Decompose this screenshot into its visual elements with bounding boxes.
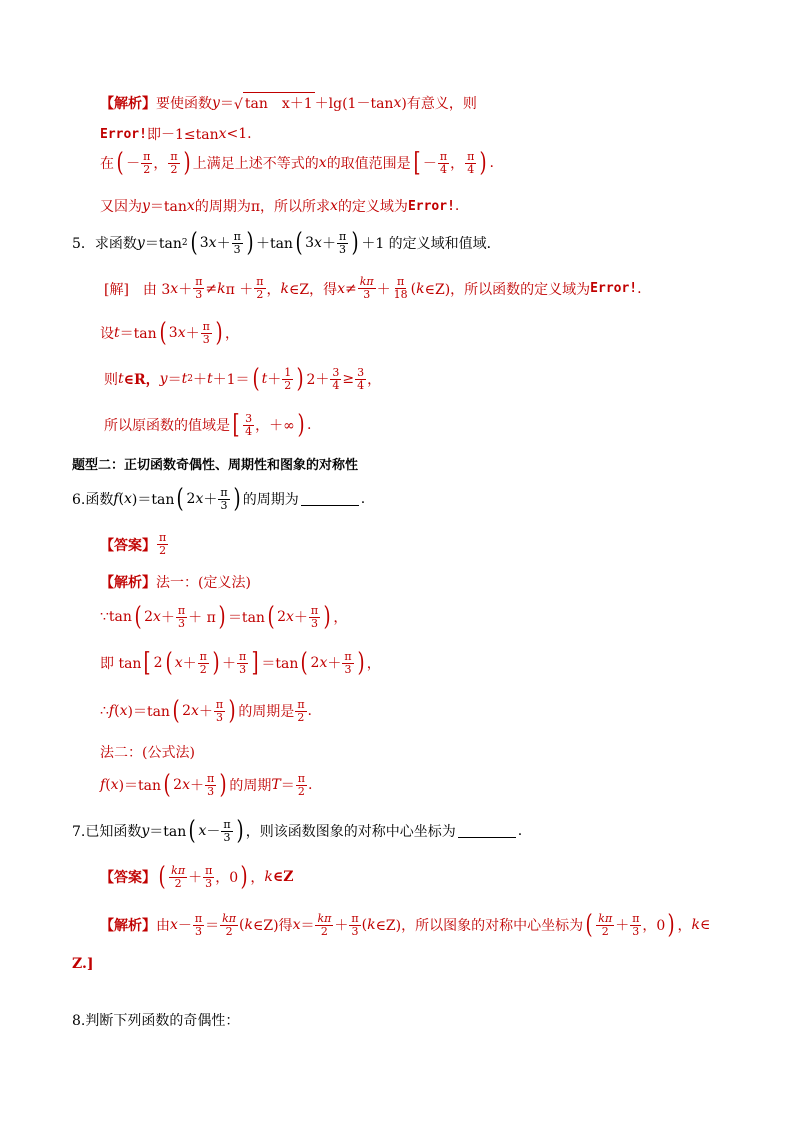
paren: ( [134, 602, 142, 632]
text: － [126, 156, 141, 172]
paren: ) [183, 148, 191, 178]
var-k: k [264, 869, 273, 885]
text: 即－1≤tan [146, 127, 219, 143]
answer-6 [100, 532, 169, 557]
var-t: t [181, 371, 188, 387]
var-f: f [108, 703, 115, 719]
var-y: y [136, 235, 145, 251]
text: ＋ [182, 656, 197, 672]
var-x: x [174, 655, 183, 671]
text: ＋ [160, 610, 175, 626]
text: ， [333, 610, 348, 626]
text: － [206, 824, 221, 840]
var-y: y [159, 371, 168, 387]
answer-blank [458, 825, 516, 838]
var-y: y [212, 94, 220, 111]
analysis-line-1 [100, 92, 477, 113]
var-x: x [170, 280, 179, 297]
var-x: x [110, 777, 119, 793]
paren: ( [159, 318, 167, 348]
fraction: $\frac{\pi}{3}$ [233, 229, 241, 256]
text: 2 [277, 609, 287, 625]
fraction: $\frac{\pi}{3}$ [238, 649, 247, 676]
var-k: k [244, 917, 253, 933]
text: ∈Z)，所以图象的对称中心坐标为 [375, 918, 584, 934]
fraction: $\frac{3}{4}$ [357, 365, 365, 392]
text: 的周期 [229, 778, 272, 794]
var-x: x [170, 917, 178, 933]
text: 在 [100, 156, 114, 172]
text: 则 [104, 372, 118, 388]
text: ＋ [221, 656, 236, 672]
var-k: k [416, 280, 425, 297]
text: . [454, 198, 460, 214]
fraction: $\frac{k\pi}{2}$ [598, 911, 613, 938]
question-7 [72, 818, 522, 844]
question-8 [72, 1010, 239, 1030]
fraction: $\frac{\pi}{3}$ [202, 319, 210, 346]
text: ＋ [192, 372, 207, 388]
text: . [637, 280, 642, 297]
solution-5-line-2 [100, 320, 239, 346]
text: ＋ [178, 281, 193, 298]
answer-7 [100, 864, 293, 890]
fraction: $\frac{\pi}{4}$ [439, 149, 448, 176]
text: ＋ [267, 372, 282, 388]
answer-blank [301, 493, 359, 506]
text: ＋ [190, 778, 204, 794]
error-text: Error! [100, 126, 147, 142]
text: )＝tan [127, 704, 170, 720]
fraction: $\frac{\pi}{3}$ [215, 697, 224, 724]
text: ∵tan [100, 609, 132, 625]
fraction: $\frac{\pi}{3}$ [310, 603, 319, 630]
fraction: $\frac{\pi}{3}$ [220, 485, 228, 512]
sqrt-expression: √ tan x＋1 [234, 92, 315, 113]
fraction: $\frac{\pi}{2}$ [143, 149, 151, 176]
var-x: x [186, 198, 195, 214]
text: . [517, 823, 523, 839]
paren: ( [176, 484, 185, 514]
var-k: k [280, 280, 290, 297]
text: ， [450, 156, 465, 172]
text: 2 [153, 655, 163, 671]
text: 设 [100, 326, 114, 342]
analysis-6-line-3 [100, 650, 381, 676]
text: Z.] [72, 956, 94, 972]
text: 2 [144, 609, 153, 625]
text: . [306, 417, 312, 433]
analysis-6-line-4 [100, 698, 312, 724]
var-x: x [319, 655, 328, 671]
text: ， [266, 281, 281, 298]
text: 由 [156, 918, 170, 934]
fraction: $\frac{\pi}{3}$ [207, 771, 215, 798]
analysis-line-3 [100, 150, 494, 176]
paren: ( [116, 148, 124, 178]
text: ＋ [188, 870, 203, 886]
fraction: $\frac{\pi}{2}$ [297, 771, 305, 798]
text: － [177, 918, 192, 934]
text: ＋ [216, 236, 231, 252]
paren: ( [158, 862, 166, 892]
paren: ) [228, 696, 236, 726]
text: ∈Z [272, 869, 294, 885]
var-f: f [100, 777, 106, 793]
var-x: x [330, 198, 338, 214]
bracket: [ [413, 148, 421, 178]
var-y: y [142, 198, 150, 214]
paren: ) [215, 318, 223, 348]
analysis-tag: 【解析】 [100, 575, 156, 591]
text: 3 [305, 235, 315, 251]
text: ， [367, 372, 382, 388]
var-t: t [206, 371, 213, 387]
paren: ( [165, 648, 173, 678]
var-x: x [124, 491, 132, 507]
answer-tag: 【答案】 [100, 870, 156, 886]
paren: ) [233, 484, 241, 514]
section-heading [72, 454, 358, 473]
fraction: $\frac{\pi}{4}$ [467, 149, 475, 176]
text: 2 [173, 777, 183, 793]
paren: ) [246, 228, 254, 258]
text: ＋lg(1－tan [314, 95, 394, 112]
text: ＝tan [149, 199, 187, 215]
var-k: k [691, 917, 700, 933]
text: ， [153, 156, 168, 172]
text: ， [677, 918, 692, 934]
text: ＋ [615, 918, 630, 934]
text: ＋ [376, 281, 391, 298]
var-x: x [218, 126, 227, 142]
fraction: $\frac{\pi}{3}$ [195, 275, 203, 301]
analysis-7-cont [72, 956, 93, 972]
paren: ) [479, 148, 487, 178]
text: ≠ [205, 280, 218, 297]
var-x: x [314, 235, 322, 251]
paren: ( [295, 228, 303, 258]
text: ∈R， [123, 372, 160, 388]
text: ＋tan [255, 236, 293, 252]
bracket: ] [251, 648, 259, 678]
analysis-6-line-2 [100, 604, 347, 630]
text: <1. [226, 126, 252, 142]
text: 所以原函数的值域是 [104, 418, 230, 434]
paren: ( [300, 648, 309, 678]
var-x: x [318, 155, 327, 171]
text: ＋1＝ [212, 372, 250, 388]
text: . [360, 491, 366, 507]
text: )＝tan [118, 778, 162, 794]
solution-5-line-3: 则 t ∈R， y ＝ t 2 ＋ t ＋1＝ ( t ＋ $\frac{1}{2}$ ) 2＋ $\frac{3}{4}$ ≥ $\frac{3}{4}$ ， [104, 364, 382, 394]
text: ∈ [699, 917, 711, 933]
analysis-6-line-6 [100, 772, 312, 798]
text: 法二：(公式法) [100, 745, 195, 761]
analysis-tag: 【解析】 [100, 918, 156, 934]
text: ，0 [215, 870, 239, 886]
fraction: $\frac{3}{4}$ [245, 411, 253, 438]
bracket: [ [232, 410, 240, 440]
text: )＝tan [131, 492, 175, 508]
var-f: f [113, 491, 119, 507]
bracket: [ [143, 648, 152, 678]
paren: ( [172, 696, 180, 726]
var-x: x [182, 777, 190, 793]
paren: ( [190, 228, 198, 258]
var-x: x [292, 917, 301, 933]
text: 法一：(定义法) [156, 575, 251, 591]
text: 又因为 [100, 199, 142, 215]
var-t: t [114, 325, 120, 341]
text: ≠ [345, 280, 357, 297]
var-x: x [191, 703, 199, 719]
paren: ( [267, 602, 275, 632]
fraction: $\frac{k\pi}{3}$ [359, 275, 374, 301]
text: ， [366, 656, 381, 672]
answer-tag: 【答案】 [100, 537, 156, 554]
fraction: $\frac{\pi}{3}$ [351, 911, 359, 938]
var-x: x [119, 703, 128, 719]
analysis-7 [100, 912, 710, 938]
fraction: $\frac{\pi}{3}$ [344, 649, 352, 676]
text: )有意义，则 [401, 95, 477, 112]
text: ∈Z，得 [289, 281, 338, 298]
text: 2 [310, 655, 320, 671]
text: ，＋∞ [255, 418, 295, 434]
error-text: Error! [407, 198, 455, 214]
text: 要使函数 [156, 95, 212, 112]
fraction: $\frac{\pi}{3}$ [194, 911, 203, 938]
paren: ) [240, 862, 248, 892]
text: π ＋ [225, 281, 254, 298]
var-x: x [337, 280, 346, 297]
var-x: x [177, 325, 186, 341]
paren: ) [218, 602, 226, 632]
text: ∈Z)得 [253, 918, 293, 934]
text: ( [114, 703, 120, 719]
fraction: $\frac{k\pi}{2}$ [222, 911, 237, 938]
text: 3 [199, 235, 209, 251]
fraction: $\frac{\pi}{2}$ [297, 697, 305, 724]
text: . [307, 703, 312, 719]
fraction: $\frac{\pi}{18}$ [393, 275, 408, 301]
paren: ) [212, 648, 220, 678]
paren: ) [357, 648, 365, 678]
text: 的定义域为 [337, 199, 408, 215]
text: 8.判断下列函数的奇偶性： [72, 1013, 240, 1029]
paren: ) [323, 602, 331, 632]
text: ＋1 的定义域和值域． [361, 236, 501, 252]
text: ( [105, 777, 111, 793]
text: . [489, 155, 494, 171]
question-6 [72, 486, 365, 512]
text: 7.已知函数 [72, 824, 142, 840]
var-x: x [195, 491, 204, 507]
text: . [307, 777, 313, 793]
fraction: $\frac{\pi}{2}$ [159, 531, 167, 557]
text: ( [118, 491, 125, 507]
analysis-line-2 [100, 124, 252, 144]
paren: ) [297, 410, 305, 440]
analysis-6-line-5 [100, 742, 195, 762]
var-k: k [367, 917, 376, 933]
var-y: y [141, 823, 150, 839]
var-t: t [118, 371, 124, 387]
analysis-6-line-1 [100, 572, 251, 592]
paren: ) [296, 364, 304, 394]
var-x: x [286, 609, 294, 625]
var-x: x [198, 823, 207, 839]
text: ＝tan [227, 610, 265, 626]
text: 的周期为π，所以所求 [194, 199, 331, 215]
fraction: $\frac{\pi}{3}$ [205, 863, 213, 890]
text: ∈Z)，所以函数的定义域为 [424, 281, 591, 298]
text: 即 tan [100, 656, 142, 672]
fraction: $\frac{1}{2}$ [284, 365, 292, 392]
text: ≥ [342, 371, 355, 387]
text: ＝ [205, 918, 220, 934]
paren: ( [188, 816, 196, 846]
text: ( [239, 917, 245, 933]
text: ，0 [642, 918, 666, 934]
text: 的取值范围是 [326, 156, 411, 172]
text: ( [361, 917, 368, 933]
var-x: x [152, 609, 161, 625]
text: ＋ [185, 326, 200, 342]
text: ， [225, 326, 240, 342]
solution-5-line-4 [104, 412, 311, 438]
radicand: tan x＋1 [243, 92, 315, 113]
text: 5．求函数 [72, 236, 137, 252]
text: ＝ [300, 918, 315, 934]
text: 的周期是 [238, 704, 295, 720]
analysis-line-4 [100, 196, 459, 216]
text: ＝ [280, 778, 295, 794]
text: 6.函数 [72, 492, 114, 508]
fraction: $\frac{\pi}{2}$ [199, 649, 207, 676]
text: ＋ [321, 236, 336, 252]
text: 2 [186, 491, 196, 507]
paren: ( [163, 770, 171, 800]
question-5: 5．求函数 y ＝tan 2 ( 3 x ＋ $\frac{\pi}{3}$ ) ＋tan ( 3 x ＋ $\frac{\pi}{3}$ ) ＋1 的定义域和值域． [72, 228, 501, 258]
paren: ( [252, 364, 260, 394]
text: ＝tan [119, 326, 157, 342]
text: ( [410, 280, 417, 297]
solution-5-line-1 [104, 276, 642, 301]
fraction: $\frac{k\pi}{2}$ [317, 911, 332, 938]
fraction: $\frac{k\pi}{2}$ [171, 863, 186, 890]
var-t: t [261, 371, 268, 387]
paren: ) [351, 228, 359, 258]
fraction: $\frac{\pi}{3}$ [338, 229, 347, 256]
paren: ( [585, 910, 593, 940]
text: 3 [168, 325, 178, 341]
fraction: $\frac{\pi}{2}$ [256, 275, 264, 301]
fraction: $\frac{\pi}{3}$ [177, 603, 186, 630]
text: ∴ [100, 703, 109, 719]
text: ＝ [167, 372, 182, 388]
paren: ) [219, 770, 227, 800]
paren: ) [667, 910, 675, 940]
var-x: x [208, 235, 217, 251]
text: 2＋ [306, 372, 330, 388]
text: 2 [182, 703, 192, 719]
paren: ) [236, 816, 244, 846]
fraction: $\frac{\pi}{3}$ [223, 817, 231, 844]
text: 上满足上述不等式的 [192, 156, 319, 172]
fraction: $\frac{3}{4}$ [332, 365, 340, 392]
text: ＝ [219, 95, 234, 112]
text: ， [250, 870, 265, 886]
error-text: Error! [590, 281, 638, 296]
text: [解] 由 3 [104, 281, 171, 298]
text: ，则该函数图象的对称中心坐标为 [245, 824, 456, 840]
text: － [422, 156, 437, 172]
text: ＋ [334, 918, 349, 934]
var-x: x [393, 94, 402, 111]
heading-text: 题型二：正切函数奇偶性、周期性和图象的对称性 [72, 458, 359, 473]
text: ＝tan [149, 824, 187, 840]
text: ＝tan [144, 236, 182, 252]
text: ＋ [203, 492, 218, 508]
fraction: $\frac{\pi}{3}$ [632, 911, 640, 938]
analysis-tag: 【解析】 [100, 95, 156, 112]
text: ＋ [293, 610, 308, 626]
var-k: k [217, 280, 226, 297]
text: ＋ [327, 656, 342, 672]
text: ＋ π [188, 610, 216, 626]
text: ＝tan [261, 656, 299, 672]
fraction: $\frac{\pi}{2}$ [170, 149, 178, 176]
text: ＋ [198, 704, 213, 720]
text: 的周期为 [242, 492, 299, 508]
var-T: T [271, 777, 281, 793]
